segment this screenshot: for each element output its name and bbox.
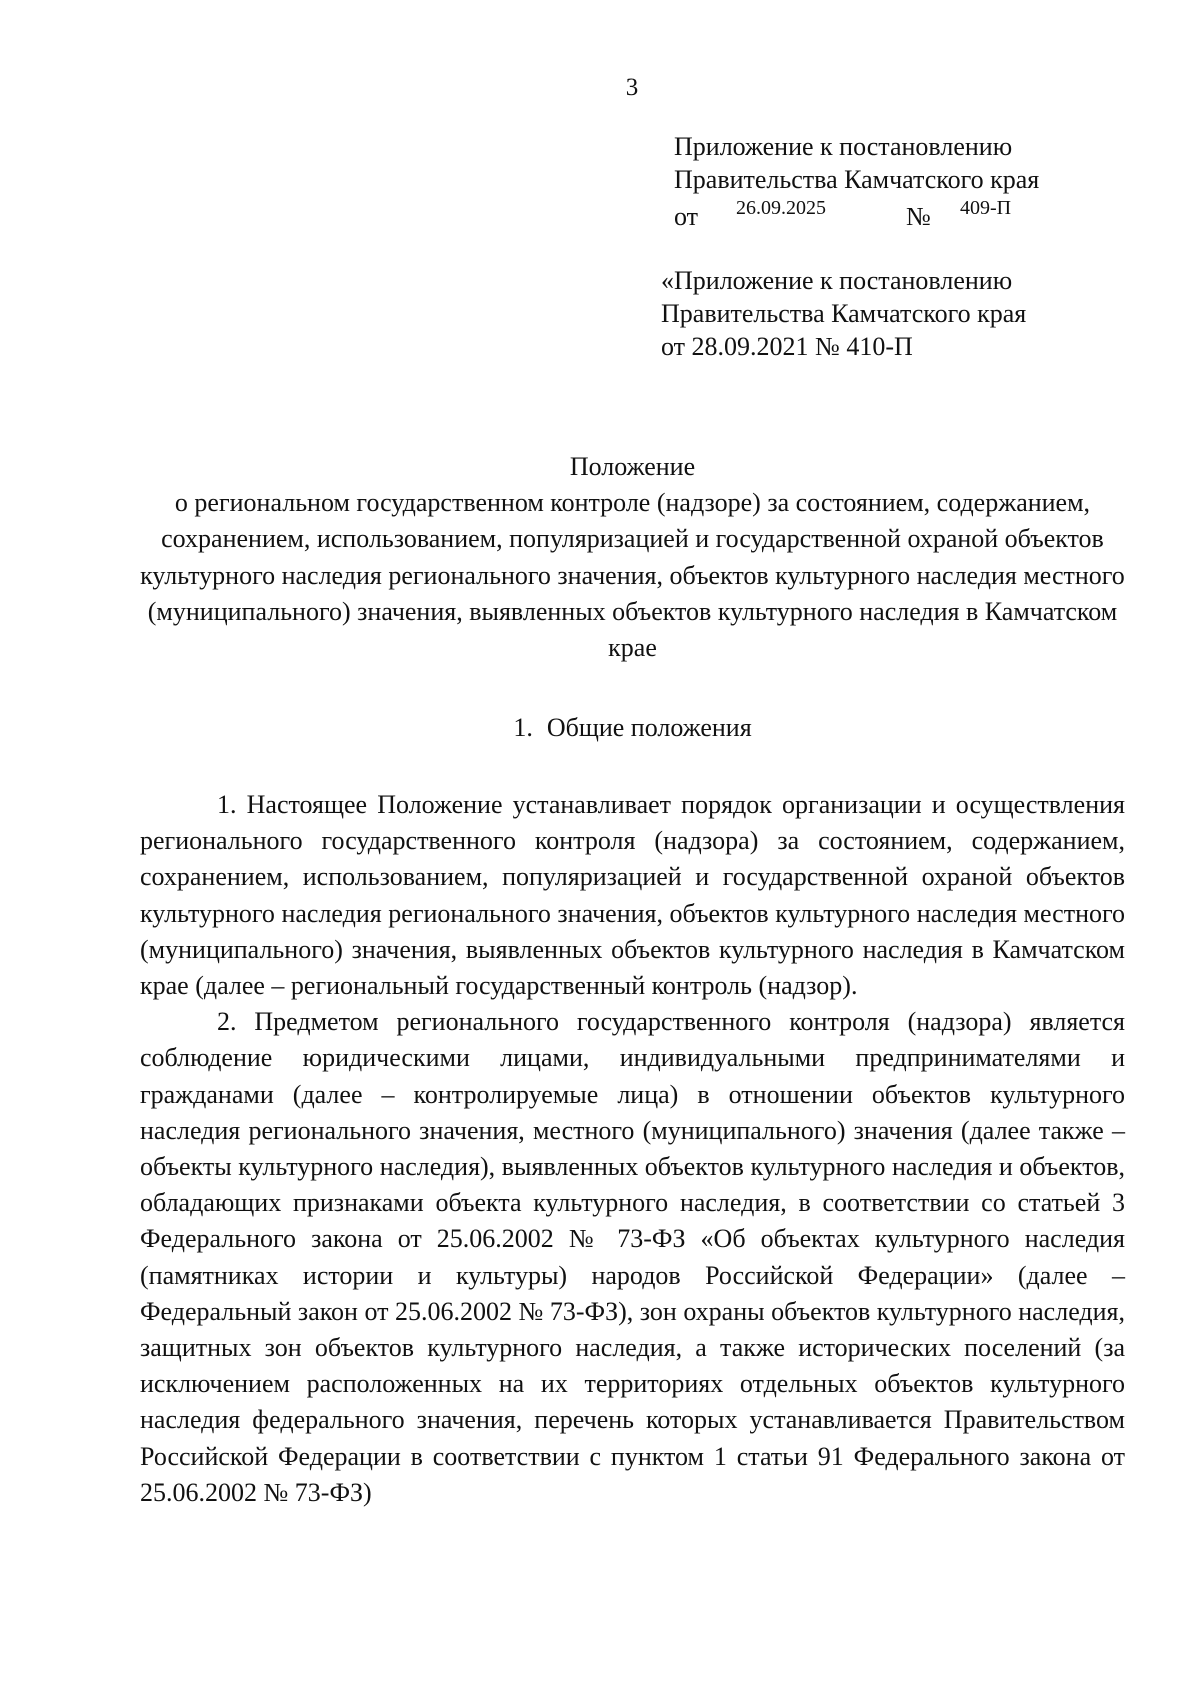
- appendix-date-number: [674, 196, 1039, 229]
- previous-appendix-line: Правительства Камчатского края: [661, 299, 1027, 328]
- page-number: 3: [625, 74, 639, 101]
- document-title: [140, 449, 1125, 666]
- previous-appendix-line: «Приложение к постановлению: [661, 266, 1013, 295]
- appendix-header: [674, 130, 1039, 229]
- body-text: [140, 787, 1125, 1511]
- title-subtitle: о региональном государственном контроле (надзоре) за состоянием, содержанием, сохранением, использованием, популяризацией и государственной охраной объектов культурного наследия регионального значения, объектов культурного наследия местного (муниципального) значения, выявленных объектов культурного наследия в Камчатском крае: [140, 488, 1125, 663]
- decree-number: 409-П: [960, 197, 1012, 219]
- number-sign: №: [906, 202, 931, 231]
- paragraph: 1. Настоящее Положение устанавливает порядок организации и осуществления регионального государственного контроля (надзора) за состоянием, содержанием, сохранением, использованием, популяризацией и государственной охраной объектов культурного наследия регионального значения, объектов культурного наследия местного (муниципального) значения, выявленных объектов культурного наследия в Камчатском крае (далее – региональный государственный контроль (надзор).: [140, 790, 1125, 1001]
- section-title: Общие положения: [546, 713, 752, 742]
- title-heading: Положение: [569, 452, 696, 481]
- previous-appendix-line: от 28.09.2021 № 410-П: [661, 332, 913, 361]
- section-number: 1.: [513, 713, 533, 742]
- decree-date: 26.09.2025: [736, 197, 826, 219]
- appendix-line: Правительства Камчатского края: [674, 165, 1040, 194]
- from-label: от: [674, 202, 699, 231]
- previous-appendix-header: [661, 264, 1026, 363]
- appendix-line: Приложение к постановлению: [674, 132, 1013, 161]
- section-heading: [140, 713, 1125, 743]
- paragraph: 2. Предметом регионального государственного контроля (надзора) является соблюдение юридическими лицами, индивидуальными предпринимателями и гражданами (далее – контролируемые лица) в отношении объектов культурного наследия регионального значения, местного (муниципального) значения (далее также – объекты культурного наследия), выявленных объектов культурного наследия и объектов, обладающих признаками объекта культурного наследия, в соответствии со статьей 3 Федерального закона от 25.06.2002 № 73-ФЗ «Об объектах культурного наследия (памятниках истории и культуры) народов Российской Федерации» (далее – Федеральный закон от 25.06.2002 № 73-ФЗ), зон охраны объектов культурного наследия, защитных зон объектов культурного наследия, а также исторических поселений (за исключением расположенных на их территориях отдельных объектов культурного наследия федерального значения, перечень которых устанавливается Правительством Российской Федерации в соответствии с пунктом 1 статьи 91 Федерального закона от 25.06.2002 № 73-ФЗ): [140, 1007, 1125, 1507]
